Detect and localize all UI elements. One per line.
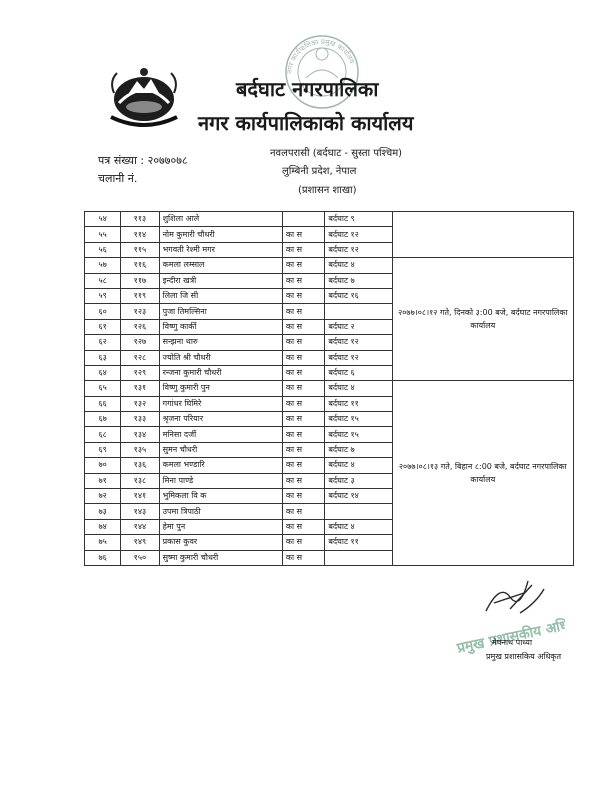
serial-number-cell: ६३: [85, 350, 121, 365]
serial-number-cell: ७६: [85, 550, 121, 565]
candidate-name-cell: मिना पाण्डे: [159, 473, 282, 488]
level-cell: का स: [282, 319, 324, 334]
level-cell: का स: [282, 227, 324, 242]
candidate-name-cell: सुष्मा कुमारी चौधरी: [159, 550, 282, 565]
serial-number-cell: ७५: [85, 535, 121, 550]
roll-number-cell: १५०: [121, 550, 159, 565]
candidate-name-cell: कमला भण्डारि: [159, 458, 282, 473]
branch-line: (प्रशासन शाखा): [298, 185, 357, 196]
level-cell: का स: [282, 350, 324, 365]
candidate-name-cell: विष्णु कार्की: [159, 319, 282, 334]
stamp-text: प्रमुख प्रशासकीय अधिकृत: [455, 613, 565, 657]
serial-number-cell: ६८: [85, 427, 121, 442]
roll-number-cell: १३४: [121, 427, 159, 442]
reference-number: पत्र संख्या : २०७७०७८: [98, 154, 188, 167]
address-cell: बर्दघाट २: [325, 319, 392, 334]
address-cell: बर्दघाट १२: [325, 350, 392, 365]
roll-number-cell: १३६: [121, 458, 159, 473]
address-cell: [325, 304, 392, 319]
candidate-name-cell: भगवती रेश्मी मगर: [159, 242, 282, 257]
address-cell: बर्दघाट १२: [325, 335, 392, 350]
level-cell: का स: [282, 489, 324, 504]
address-cell: [325, 504, 392, 519]
serial-number-cell: ६४: [85, 365, 121, 380]
level-cell: का स: [282, 258, 324, 273]
candidate-name-cell: कमला लम्साल: [159, 258, 282, 273]
schedule-note-cell: [392, 212, 573, 258]
schedule-note-cell: २०७७।०८।१३ गते, बिहान ८:00 बजे, बर्दघाट नगरपालिका कार्यालय: [392, 381, 573, 566]
serial-number-cell: ७१: [85, 473, 121, 488]
level-cell: का स: [282, 396, 324, 411]
level-cell: का स: [282, 381, 324, 396]
roll-number-cell: १२७: [121, 335, 159, 350]
address-cell: बर्दघाट १२: [325, 227, 392, 242]
serial-number-cell: ६२: [85, 335, 121, 350]
address-cell: बर्दघाट १५: [325, 412, 392, 427]
roll-number-cell: १४९: [121, 535, 159, 550]
roll-number-cell: १३५: [121, 442, 159, 457]
candidate-name-cell: सन्झना थारु: [159, 335, 282, 350]
level-cell: का स: [282, 473, 324, 488]
address-cell: बर्दघाट १२: [325, 242, 392, 257]
roll-number-cell: १२८: [121, 350, 159, 365]
candidate-name-cell: इन्दीरा खत्री: [159, 273, 282, 288]
level-cell: का स: [282, 519, 324, 534]
serial-number-cell: ६६: [85, 396, 121, 411]
roll-number-cell: ११९: [121, 288, 159, 303]
roll-number-cell: १४१: [121, 489, 159, 504]
roll-number-cell: १२९: [121, 365, 159, 380]
schedule-note-cell: २०७७।०८।१२ गते, दिनको ३:00 बजे, बर्दघाट नगरपालिका कार्यालय: [392, 258, 573, 381]
serial-number-cell: ६९: [85, 442, 121, 457]
roll-number-cell: ११५: [121, 242, 159, 257]
address-cell: बर्दघाट ६: [325, 365, 392, 380]
roll-number-cell: १४३: [121, 504, 159, 519]
candidate-name-cell: गगांधर घिमिरे: [159, 396, 282, 411]
serial-number-cell: ५५: [85, 227, 121, 242]
candidate-name-cell: शुशिला आले: [159, 212, 282, 227]
table-row: [85, 381, 574, 396]
level-cell: का स: [282, 273, 324, 288]
level-cell: का स: [282, 550, 324, 565]
level-cell: का स: [282, 442, 324, 457]
address-cell: बर्दघाट ११: [325, 535, 392, 550]
serial-number-cell: ५६: [85, 242, 121, 257]
signatory-title: प्रमुख प्रशासकिय अधिकृत: [486, 652, 562, 661]
candidate-name-cell: विष्णु कुमारी पुन: [159, 381, 282, 396]
level-cell: का स: [282, 288, 324, 303]
address-cell: बर्दघाट १५: [325, 427, 392, 442]
serial-number-cell: ५८: [85, 273, 121, 288]
address-cell: बर्दघाट ४: [325, 458, 392, 473]
candidate-name-cell: रन्जना कुमारी चौधरी: [159, 365, 282, 380]
roll-number-cell: ११३: [121, 212, 159, 227]
candidate-name-cell: मनिसा दर्जी: [159, 427, 282, 442]
municipality-title: बर्दघाट नगरपालिका: [236, 77, 379, 101]
table-row: [85, 212, 574, 227]
level-cell: का स: [282, 535, 324, 550]
district-line: नवलपरासी (बर्दघाट - सुस्ता पश्चिम): [270, 148, 403, 159]
roll-number-cell: १३८: [121, 473, 159, 488]
roll-number-cell: ११४: [121, 227, 159, 242]
roll-number-cell: १३१: [121, 381, 159, 396]
address-cell: [325, 550, 392, 565]
serial-number-cell: ७२: [85, 489, 121, 504]
roll-number-cell: १३२: [121, 396, 159, 411]
serial-number-cell: ६१: [85, 319, 121, 334]
serial-number-cell: ६५: [85, 381, 121, 396]
address-cell: बर्दघाट ४: [325, 519, 392, 534]
address-cell: बर्दघाट ७: [325, 442, 392, 457]
address-cell: बर्दघाट ४: [325, 381, 392, 396]
roll-number-cell: १२३: [121, 304, 159, 319]
candidate-name-cell: सुमन चौधरी: [159, 442, 282, 457]
candidate-name-cell: प्रकास कुवर: [159, 535, 282, 550]
address-cell: बर्दघाट १६: [325, 288, 392, 303]
roll-number-cell: १४४: [121, 519, 159, 534]
candidate-name-cell: उपमा त्रिपाठी: [159, 504, 282, 519]
candidate-name-cell: पुजा तिमल्सिना: [159, 304, 282, 319]
candidate-name-cell: हेमा पुन: [159, 519, 282, 534]
serial-number-cell: ५७: [85, 258, 121, 273]
serial-number-cell: ७०: [85, 458, 121, 473]
serial-number-cell: ५९: [85, 288, 121, 303]
address-cell: बर्दघाट १४: [325, 489, 392, 504]
address-cell: बर्दघाट ४: [325, 258, 392, 273]
level-cell: का स: [282, 427, 324, 442]
level-cell: का स: [282, 458, 324, 473]
candidate-name-cell: भुमिकला वि क: [159, 489, 282, 504]
official-stamp: [450, 598, 565, 658]
candidate-name-cell: नोम कुमारी चौधरी: [159, 227, 282, 242]
candidate-name-cell: लिला जि सी: [159, 288, 282, 303]
serial-number-cell: ७४: [85, 519, 121, 534]
address-cell: बर्दघाट ९: [325, 212, 392, 227]
level-cell: का स: [282, 242, 324, 257]
serial-number-cell: ७३: [85, 504, 121, 519]
level-cell: का स: [282, 412, 324, 427]
roll-number-cell: १२६: [121, 319, 159, 334]
candidate-name-cell: ज्योति श्री चौधरी: [159, 350, 282, 365]
candidate-name-cell: श्रृजना परियार: [159, 412, 282, 427]
roll-number-cell: १३३: [121, 412, 159, 427]
dispatch-number: चलानी नं.: [98, 172, 138, 185]
office-title: नगर कार्यपालिकाको कार्यालय: [198, 111, 414, 135]
address-cell: बर्दघाट ३: [325, 473, 392, 488]
province-line: लुम्बिनी प्रदेश, नेपाल: [282, 166, 357, 177]
signatory-name: मेघनाथ पाध्या: [492, 638, 533, 647]
serial-number-cell: ६७: [85, 412, 121, 427]
level-cell: का स: [282, 304, 324, 319]
nepal-emblem-icon: [103, 63, 185, 131]
table-row: [85, 258, 574, 273]
roll-number-cell: ११७: [121, 273, 159, 288]
candidate-table: [84, 211, 574, 566]
roll-number-cell: ११६: [121, 258, 159, 273]
address-cell: बर्दघाट ११: [325, 396, 392, 411]
address-cell: बर्दघाट ७: [325, 273, 392, 288]
serial-number-cell: ६०: [85, 304, 121, 319]
level-cell: [282, 212, 324, 227]
level-cell: का स: [282, 504, 324, 519]
seal-text: नगर कार्यपालिका प्रमुख कार्यालय: [285, 37, 356, 75]
level-cell: का स: [282, 335, 324, 350]
level-cell: का स: [282, 365, 324, 380]
serial-number-cell: ५४: [85, 212, 121, 227]
